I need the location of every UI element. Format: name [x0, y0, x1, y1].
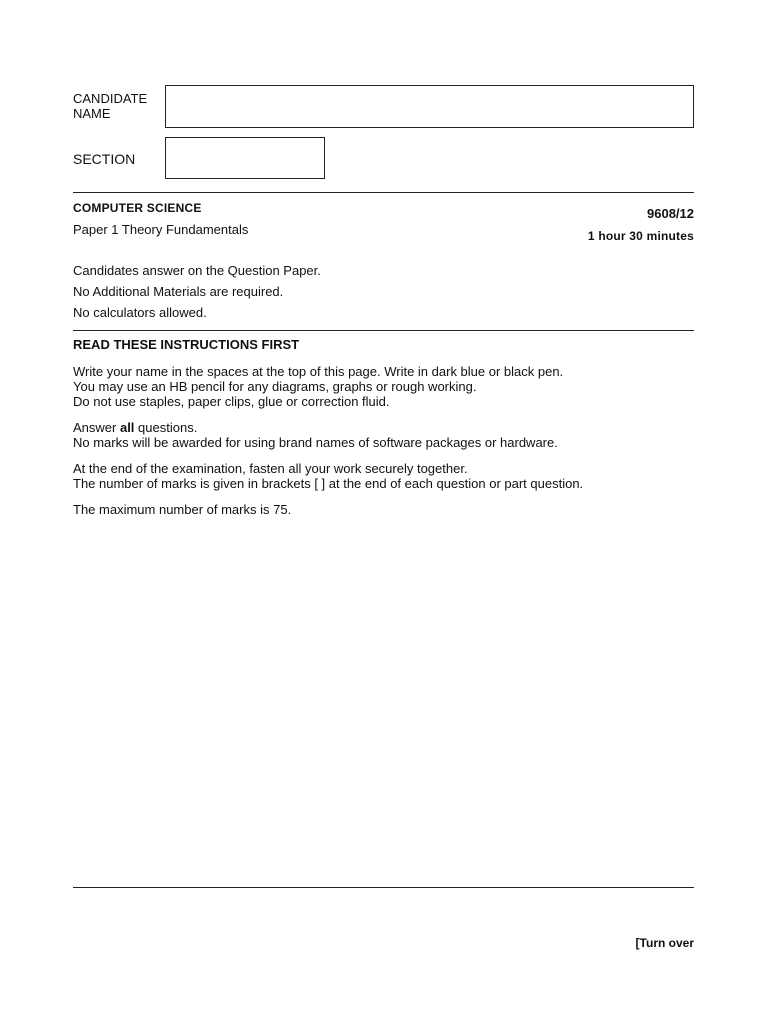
instruction-line: The number of marks is given in brackets [ ] at the end of each question or part question.	[73, 476, 584, 491]
instructions-paragraph	[73, 461, 693, 491]
paper-title: Paper 1 Theory Fundamentals	[73, 222, 249, 237]
instructions-paragraph	[73, 502, 693, 517]
instructions-heading: READ THESE INSTRUCTIONS FIRST	[73, 337, 300, 352]
bottom-divider	[73, 887, 694, 888]
materials-list	[73, 263, 321, 326]
instruction-line: You may use an HB pencil for any diagrams, graphs or rough working.	[73, 379, 477, 394]
exam-duration: 1 hour 30 minutes	[587, 229, 694, 243]
instructions-body	[73, 364, 693, 528]
max-marks-line: The maximum number of marks is 75.	[73, 502, 292, 517]
candidate-name-field[interactable]	[165, 85, 694, 128]
materials-item: No Additional Materials are required.	[73, 284, 284, 299]
answer-all-line	[73, 420, 693, 435]
paper-code: 9608/12	[647, 206, 694, 221]
candidate-label-line1: CANDIDATE	[73, 91, 148, 106]
materials-item: No calculators allowed.	[73, 305, 207, 320]
instruction-line: At the end of the examination, fasten all your work securely together.	[73, 461, 468, 476]
section-label: SECTION	[73, 151, 136, 167]
subject-title: COMPUTER SCIENCE	[73, 201, 202, 215]
materials-item: Candidates answer on the Question Paper.	[73, 263, 321, 278]
middle-divider	[73, 330, 694, 331]
candidate-label-line2: NAME	[73, 106, 111, 121]
section-field[interactable]	[165, 137, 325, 179]
instructions-paragraph	[73, 364, 693, 409]
instruction-line: No marks will be awarded for using brand names of software packages or hardware.	[73, 435, 558, 450]
answer-suffix: questions.	[134, 420, 198, 435]
candidate-name-label	[73, 91, 163, 121]
turn-over-note: [Turn over	[635, 936, 694, 950]
answer-all-emphasis: all	[119, 420, 135, 435]
instruction-line: Write your name in the spaces at the top of this page. Write in dark blue or black pen.	[73, 364, 564, 379]
instructions-paragraph	[73, 420, 693, 450]
instruction-line: Do not use staples, paper clips, glue or correction fluid.	[73, 394, 390, 409]
answer-prefix: Answer	[73, 420, 120, 435]
top-divider	[73, 192, 694, 193]
